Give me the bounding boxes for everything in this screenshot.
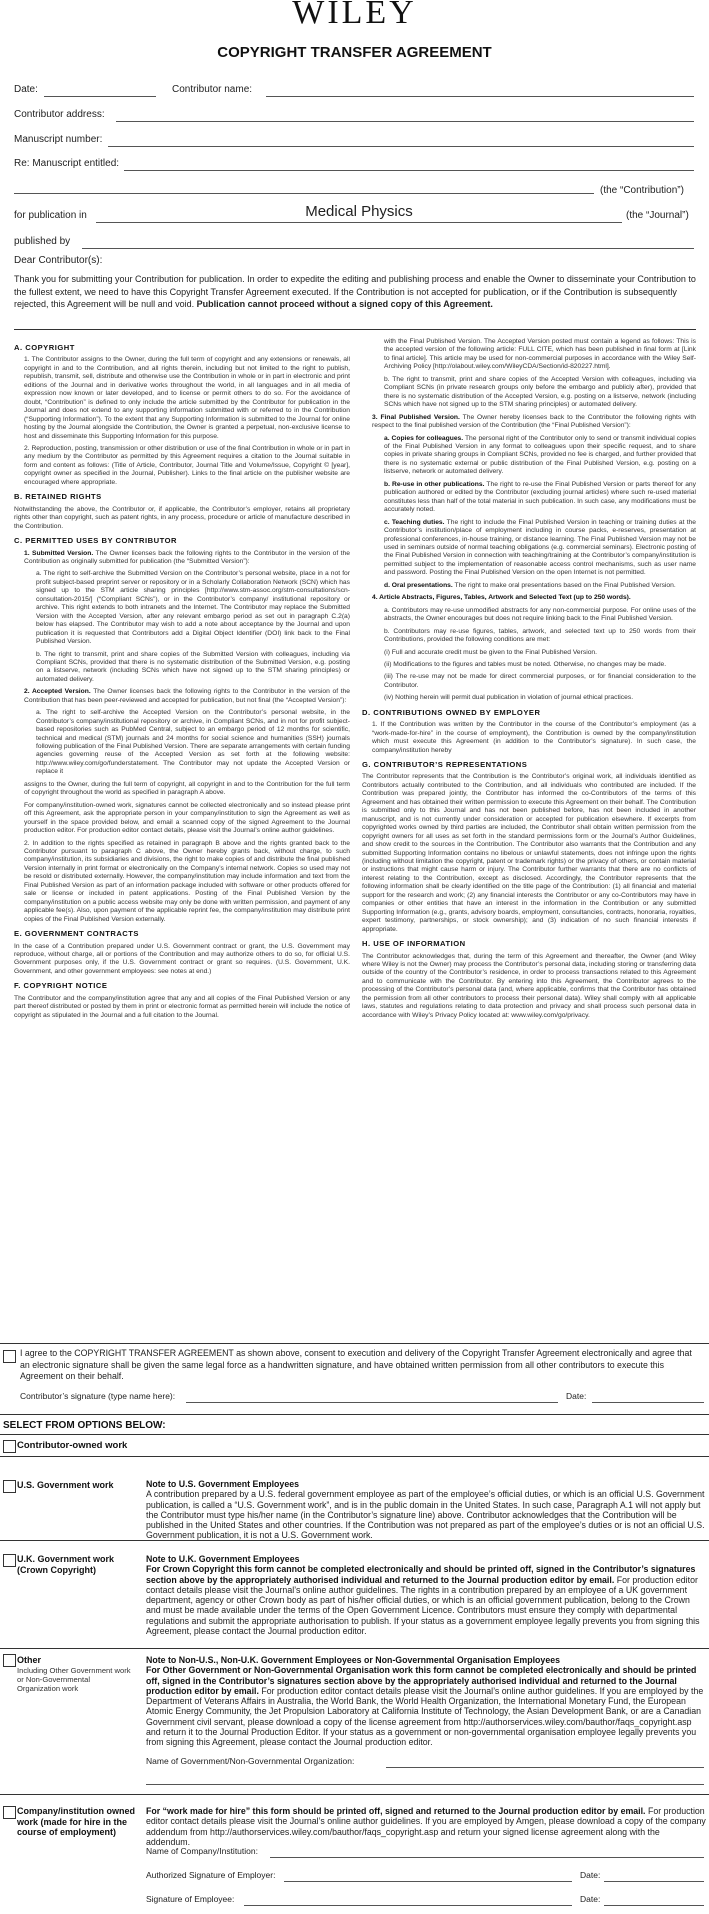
c3d-text: The right to make oral presentations based on the Final Published Version. [454, 581, 676, 589]
employee-signature-field[interactable] [244, 1905, 572, 1906]
company-name-field[interactable] [270, 1857, 704, 1858]
uk-government-label: U.K. Government work (Crown Copyright) [17, 1554, 115, 1575]
other-note-title: Note to Non-U.S., Non-U.K. Government Employees or Non-Governmental Organisation Employees [146, 1655, 560, 1665]
uk-note-bold: For Crown Copyright this form cannot be completed electronically and should be printed off, signed in the Contributor’s signatures section above by the appropriately authorised individual and returned to the Journal production editor by email. [146, 1564, 696, 1585]
section-c3 [372, 414, 696, 431]
section-c3b [384, 481, 696, 515]
section-c4b-iv: (iv) Nothing herein will permit dual publication in violation of journal ethical practices. [384, 694, 634, 702]
uk-government-note [146, 1554, 706, 1636]
salutation: Dear Contributor(s): [14, 255, 103, 266]
org-name-label: Name of Government/Non-Governmental Organization: [146, 1756, 355, 1766]
signature-label: Contributor’s signature (type name here): [20, 1391, 176, 1401]
section-d-title: D. CONTRIBUTIONS OWNED BY EMPLOYER [362, 707, 541, 717]
org-name-field[interactable] [386, 1767, 704, 1768]
contributor-name-label: Contributor name: [172, 84, 253, 95]
other-note-bold: For Other Government or Non-Governmental Organisation work this form cannot be completed electronically and should be printed off, signed in the Contributor’s signatures section above by the appropriately authorised individual and returned to the Journal production editor by email. [146, 1665, 697, 1696]
c1-head: 1. Submitted Version. [24, 549, 94, 557]
contributor-address-field[interactable] [116, 121, 694, 122]
uk-note-title: Note to U.K. Government Employees [146, 1554, 300, 1564]
date-field[interactable] [44, 96, 156, 97]
signature-date-label: Date: [566, 1391, 587, 1401]
us-note-title: Note to U.S. Government Employees [146, 1479, 300, 1489]
org-name-field-2[interactable] [146, 1784, 704, 1785]
c3b-text: The right to re-use the Final Published Version or parts thereof for any publication authored or edited by the Contributor (excluding journal articles) where such re-used material constitutes less than half of the total material in such publication. In such case, any modifications must be accurately noted. [384, 480, 696, 514]
published-by-field[interactable] [82, 248, 694, 249]
journal-name: Medical Physics [305, 203, 413, 220]
section-c3c [384, 519, 696, 578]
page-title: COPYRIGHT TRANSFER AGREEMENT [217, 44, 492, 61]
c3c-head: c. Teaching duties. [384, 518, 445, 526]
date-label: Date: [14, 84, 38, 95]
intro-text: Thank you for submitting your Contribution for publication. In order to expedite the editing and publishing process and enable the Owner to disseminate your Contribution to the fullest extent, we need to have this Copyright Transfer Agreement executed. If the Contribution is not accepted for publication, or if the Contribution is subsequently rejected, this Agreement will be null and void. [14, 274, 696, 309]
us-government-note [146, 1479, 706, 1541]
manuscript-number-label: Manuscript number: [14, 134, 103, 145]
section-c2a: a. The right to self-archive the Accepted Version on the Contributor’s personal website, in the Contributor’s company/institutional repository or archive, in Compliant SCNs, and in not for profit subject-based repositories such as PubMed Central, subject to an embargo period of 12 months for scientific, technical and medical (STM) journals and 24 months for social science and humanities (SSH) journals following publication of the Final Published Version. There are separate arrangements with certain funding agencies governing reuse of the Accepted Version as set forth at the following website: http://www.wiley.com/go/funderstatement. The Contributor may not update the Accepted Version or replace it [36, 709, 350, 776]
contributor-owned-checkbox[interactable] [3, 1440, 16, 1453]
other-label-sub: Including Other Government work or Non-Governmental Organization work [17, 1665, 131, 1693]
section-c4b-iii: (iii) The re-use may not be made for direct commercial purposes, or for financial consideration to the Contributor. [384, 673, 696, 689]
section-e-title: E. GOVERNMENT CONTRACTS [14, 929, 139, 939]
manuscript-title-label: Re: Manuscript entitled: [14, 158, 120, 169]
employee-date-label: Date: [580, 1894, 601, 1904]
section-c1a: a. The right to self-archive the Submitted Version on the Contributor’s personal website, place in a not for profit subject-based preprint server or repository or in a Scholarly Collaboration Network (SCN) which has signed up to the STM article sharing principles [http://www.stm-assoc.org/stm-consultations/scn-consultation-2015/] (“Compliant SCNs”), or in the Contributor’s company/ institutional repository or archive. This right extends to both intranets and the Internet. The Contributor may replace the Submitted Version with the Accepted Version, after any relevant embargo period as set out in paragraph C.2(a) below has elapsed. The Contributor may wish to add a note about acceptance by the Journal and upon publication it is requested that Contributors add a Digital Object Identifier (DOI) link back to the Final Published Version. [36, 570, 350, 646]
section-a1: 1. The Contributor assigns to the Owner, during the full term of copyright and any extensions or renewals, all copyright in and to the Contribution, and all rights therein, including but not limited to the right to publish, republish, transmit, sell, distribute and otherwise use the Contribution in whole or in part in electronic and print editions of the Journal and in derivative works throughout the world, in all languages and in all media of expression now known or later developed, and to license or permit others to do so. For the avoidance of doubt, “Contribution” is defined to only include the article submitted by the Contributor for publication in the Journal and does not extend to any supporting information submitted with or referred to in the Contribution (“Supporting Information”). To the extent that any Supporting Information is submitted to the Journal for online hosting by the Journal alongside the Contribution, the Owner is granted a perpetual, non-exclusive license to host and disseminate this Supporting Information for this purpose. [24, 356, 350, 440]
section-c2 [24, 688, 350, 705]
divider [0, 1540, 709, 1541]
employer-signature-field[interactable] [284, 1881, 572, 1882]
section-c-title: C. PERMITTED USES BY CONTRIBUTOR [14, 536, 177, 546]
company-owned-checkbox[interactable] [3, 1806, 16, 1819]
uk-government-checkbox[interactable] [3, 1554, 16, 1567]
us-note-text: A contribution prepared by a U.S. federal government employee as part of the employee’s official duties, or which is an official U.S. Government publication, is called a “U.S. Government work”, and is in the public domain in the United States. In such case, Paragraph A.1 will not apply but the Contributor must type his/her name (in the Contributor’s signature line) above. Contributor acknowledges that the Contribution will be published in the United States and other countries. If the Contribution was not prepared as part of the employee’s duties or is not an official U.S. Government publication, it is not a U.S. Government work. [146, 1489, 705, 1541]
other-note-text: For production editor contact details please visit the Journal’s online author guidelines. If you are employed by the Department of Veterans Affairs in Australia, the World Bank, the World Health Organization, the International Monetary Fund, the European Atomic Energy Community, the Jet Propulsion Laboratory at California Institute of Technology, the Asian Development Bank, or are a Canadian Government civil servant, please download a copy of the license agreement from http://authorservices.wiley.com/bauthor/faqs_copyright.asp and return it to the Journal Production Editor. If your status as a government or non-governmental organisation employee legally prevents you from signing this Agreement, please contact the Journal production editor. [146, 1685, 704, 1748]
section-c2a-cont: with the Final Published Version. The Accepted Version posted must contain a legend as follows: This is the accepted version of the following article: FULL CITE, which has been published in final form at [Link to final article]. This article may be used for non-commercial purposes in accordance with the Wiley Self-Archiving Policy [http://olabout.wiley.com/WileyCDA/Section/id-820227.html]. [384, 338, 696, 371]
contributor-address-label: Contributor address: [14, 109, 105, 120]
section-c4b-ii: (ii) Modifications to the figures and tables must be noted. Otherwise, no changes may be made. [384, 660, 667, 668]
contribution-suffix: (the “Contribution”) [600, 185, 684, 196]
company-owned-note [146, 1806, 706, 1847]
intro-bold: Publication cannot proceed without a signed copy of this Agreement. [196, 299, 493, 309]
section-g: The Contributor represents that the Contribution is the Contributor’s original work, all individuals identified as Contributors actually contributed to the Contribution, and all individuals who contributed are included. If the Contribution was prepared jointly, the Contributor has informed the co-Contributors of the terms of this Agreement and has obtained their written permission to execute this Agreement on their behalf. The Contribution is submitted only to this Journal and has not been published before, has not been included in another manuscript, and is not currently under consideration or accepted for publication elsewhere. If excerpts from copyrighted works owned by third parties are included, the Contributor shall obtain written permission from the copyright owners for all uses as set forth in the standard permissions form or the Journal’s Author Guidelines, and show credit to the sources in the Contribution. The Contributor also warrants that the Contribution and any submitted Supporting Information contains no libelous or unlawful statements, does not infringe upon the rights (including without limitation the copyright, patent or trademark rights) or the privacy of others, or contain material or instructions that might cause harm or injury. The Contributor further warrants that there are no conflicts of interest relating to the Contribution, except as disclosed. Accordingly, the Contributor represents that the following information shall be clearly identified on the title page of the Contribution: (1) all financial and material support for the research and work; (2) any financial interests the Contributor or any co-Contributors may have in companies or other entities that have an interest in the information in the Contribution or any submitted Supporting Information (e.g., grants, advisory boards, employment, consultancies, contracts, honoraria, royalties, expert testimony, partnerships, or stock ownership); and (3) indication of no such financial interests if appropriate. [362, 773, 696, 933]
c2-text: The Owner licenses back the following rights to the Contributor in the version of the Contribution that has been peer-reviewed and accepted for publication, but not final (the “Accepted Version”): [24, 688, 350, 704]
us-government-label: U.S. Government work [17, 1480, 114, 1490]
manuscript-title-field-2[interactable] [14, 193, 594, 194]
section-b-title: B. RETAINED RIGHTS [14, 492, 102, 502]
consent-text: I agree to the COPYRIGHT TRANSFER AGREEMENT as shown above, consent to execution and delivery of the Copyright Transfer Agreement electronically and agree that an electronic signature shall be given the same legal force as a handwritten signature, and have obtained written permission from all other contributors to execute this Agreement on their behalf. [20, 1348, 692, 1381]
section-b: Notwithstanding the above, the Contributor or, if applicable, the Contributor’s employer, retains all proprietary rights other than copyright, such as patent rights, in any process, procedure or article of manufacture described in the Contribution. [14, 505, 350, 530]
c3c-text: The right to include the Final Published Version in teaching or training duties at the Contributor’s institution/place of employment including in course packs, e-reserves, presentation at professional conferences, in-house training, or distance learning. The Final Published Version may not be used in seminars outside of normal teaching obligations (e.g. commercial seminars). Electronic posting of the Final Published Version in connection with teaching/training at the Contributor’s company/institution is permitted subject to the implementation of reasonable access control mechanisms, such as user name and password. Posting the Final Published Version on the open Internet is not permitted. [384, 518, 696, 577]
section-h: The Contributor acknowledges that, during the term of this Agreement and thereafter, the Owner (and Wiley where Wiley is not the Owner) may process the Contributor’s personal data, including storing or transferring data outside of the country of the Contributor’s residence, in order to process transactions related to this Agreement and to communicate with the Contributor. By entering into this Agreement, the Contributor agrees to the processing of the Contributor’s personal data (and, where applicable, confirms that the Contributor has obtained the permission from all other contributors to process their personal data). Wiley shall comply with all applicable laws, statutes and regulations relating to data protection and privacy and shall process such personal data in accordance with Wiley’s Privacy Policy located at: www.wiley.com/go/privacy. [362, 952, 696, 1019]
c2-head: 2. Accepted Version. [24, 688, 91, 696]
uk-note-text: For production editor contact details please visit the Journal’s online author guidelines. The rights in a contribution prepared by an employee of a UK government department, agency or other Crown body as part of his/her official duties, or which is an official government publication, belong to the Crown and must be made available under the terms of the Open Government Licence. Contributors must ensure they comply with departmental regulations and submit the appropriate authorisation to publish. If your status as a government employee legally prevents you from signing this Agreement, please contact the Journal production editor. [146, 1574, 700, 1637]
company-note-bold: For “work made for hire” this form should be printed off, signed and returned to the Journal production editor by email. [146, 1806, 646, 1816]
divider [14, 329, 696, 330]
divider [0, 1434, 709, 1435]
us-government-checkbox[interactable] [3, 1480, 16, 1493]
section-h-title: H. USE OF INFORMATION [362, 939, 466, 949]
options-title: SELECT FROM OPTIONS BELOW: [3, 1420, 166, 1431]
c4-head: 4. Article Abstracts, Figures, Tables, Artwork and Selected Text (up to 250 words). [372, 594, 631, 602]
section-f: The Contributor and the company/institution agree that any and all copies of the Final Published Version or any part thereof distributed or posted by them in print or electronic format as permitted herein will include the notice of copyright as stipulated in the Journal and a full citation to the Journal. [14, 994, 350, 1019]
c1-text: The Owner licenses back the following rights to the Contributor in the version of the Contribution as originally submitted for publication (the “Submitted Version”): [24, 549, 350, 565]
manuscript-title-field-1[interactable] [124, 170, 694, 171]
section-c4a: a. Contributors may re-use unmodified abstracts for any non-commercial purpose. For online uses of the abstracts, the Owner encourages but does not require linking back to the Final Published Version. [384, 606, 696, 623]
signature-field[interactable] [186, 1402, 558, 1403]
section-a2: 2. Reproduction, posting, transmission or other distribution or use of the final Contribution in whole or in part in any medium by the Contributor as permitted by this Agreement requires a citation to the Journal suitable in form and content as follows: (Title of Article, Contributor, Journal Title and Volume/Issue, Copyright © [year], copyright owner as specified in the Journal, Publisher). Links to the final article on the publisher website are encouraged where appropriate. [24, 444, 350, 486]
section-d2: 2. In addition to the rights specified as retained in paragraph B above and the rights granted back to the Contributor pursuant to paragraph C above, the Owner hereby grants back, without charge, to such company/institution, its subsidiaries and divisions, the right to make copies of and distribute the final published Version internally in print format or electronically on the Company’s internal network. Copies so used may not be resold or distributed externally. However, the company/institution may include information and text from the Final Published Version as part of an information package included with software or other products offered for sale or license or included in patent applications. Posting of the Final Published Version by the company/institution on a public access website may only be done with written permission, and payment of any applicable fee(s). Also, upon payment of the applicable reprint fee, the company/institution may distribute print copies of the Final Published Version externally. [24, 839, 350, 923]
c3-head: 3. Final Published Version. [372, 413, 460, 421]
right-column [362, 338, 696, 1340]
contributor-owned-label: Contributor-owned work [17, 1440, 128, 1451]
contributor-name-field[interactable] [266, 96, 694, 97]
c3a-head: a. Copies for colleagues. [384, 434, 464, 442]
c3-text: The Owner hereby licenses back to the Contributor the following rights with respect to the final published version of the Contribution (the “Final Published Version”): [372, 413, 696, 430]
employer-date-field[interactable] [604, 1881, 704, 1882]
section-a-title: A. COPYRIGHT [14, 343, 75, 352]
section-e: In the case of a Contribution prepared under U.S. Government contract or grant, the U.S. Government may reproduce, without charge, all or portions of the Contribution and may authorize others to do so, for official U.S. Government purposes only, if the U.S. Government contract or grant so requires. (U.S. Government, U.K. Government, and other government employees: see notes at end.) [14, 942, 350, 975]
section-c1 [24, 550, 350, 567]
publication-label: for publication in [14, 210, 87, 221]
section-c4b: b. Contributors may re-use figures, tables, artwork, and selected text up to 250 words from their Contributions, provided the following conditions are met: [384, 627, 696, 644]
employee-date-field[interactable] [604, 1905, 704, 1906]
other-note [146, 1655, 706, 1748]
left-column [14, 338, 350, 1340]
divider [0, 1456, 709, 1457]
section-f-title: F. COPYRIGHT NOTICE [14, 981, 108, 991]
company-name-label: Name of Company/Institution: [146, 1846, 258, 1856]
section-c3a [384, 435, 696, 477]
employer-date-label: Date: [580, 1870, 601, 1880]
section-c3d [384, 582, 696, 590]
other-label-text: Other [17, 1655, 42, 1665]
section-c4b-i: (i) Full and accurate credit must be given to the Final Published Version. [384, 648, 597, 656]
company-note-text: For production editor contact details please visit the Journal’s online author guidelines. If you are employed by Amgen, please download a copy of the company addendum from http://authorservices.wiley.com/bauthor/faqs_copyright.asp and return your signed license agreement along with the addendum. [146, 1806, 706, 1847]
section-c4 [372, 594, 696, 602]
employee-signature-label: Signature of Employee: [146, 1894, 235, 1904]
section-d1: 1. If the Contribution was written by the Contributor in the course of the Contributor’s employment (as a “work-made-for-hire” in the course of employment), the Contribution is owned by the company/institution which must execute this Agreement (in addition to the Contributor’s signature). In such case, the company/institution hereby [372, 721, 696, 754]
divider [0, 1414, 709, 1415]
signature-date-field[interactable] [592, 1402, 704, 1403]
c3b-head: b. Re-use in other publications. [384, 480, 485, 488]
divider [0, 1794, 709, 1795]
wiley-logo: WILEY [292, 0, 417, 31]
section-d-institution: For company/institution-owned work, signatures cannot be collected electronically and so instead please print off this Agreement, ask the appropriate person in your company/institution to sign the Agreement as well as yourself in the space provided below, and email a scanned copy of the signed Agreement to the Journal production editor. For production editor contact details, please visit the Journal’s online author guidelines. [24, 801, 350, 835]
journal-field[interactable] [96, 222, 622, 223]
journal-suffix: (the “Journal”) [626, 210, 689, 221]
employer-signature-label: Authorized Signature of Employer: [146, 1870, 276, 1880]
c3d-head: d. Oral presentations. [384, 581, 453, 589]
other-label [17, 1655, 133, 1693]
manuscript-number-field[interactable] [108, 146, 694, 147]
section-c2b: b. The right to transmit, print and share copies of the Accepted Version with colleagues, including via Compliant SCNs (in private research groups only before the embargo and publicly after), provided that there is no systematic distribution of the Accepted Version, e.g. posting on a listserve, network (including SCNs which have not signed up to the STM sharing principles) or automated delivery. [384, 375, 696, 409]
intro-paragraph [14, 273, 696, 311]
divider [0, 1343, 709, 1344]
consent-checkbox[interactable] [3, 1350, 16, 1363]
other-checkbox[interactable] [3, 1654, 16, 1667]
section-c1b: b. The right to transmit, print and share copies of the Submitted Version with colleagues, including via Compliant SCNs, provided that there is no systematic distribution of the Submitted Version, e.g. posting on a listserve, network (including SCNs which have not signed up to the STM sharing principles) or automated delivery. [36, 650, 350, 683]
section-g-title: G. CONTRIBUTOR’S REPRESENTATIONS [362, 760, 528, 770]
divider [0, 1648, 709, 1649]
section-d-continued: assigns to the Owner, during the full term of copyright, all copyright in and to the Contribution for the full term of copyright throughout the world as specified in paragraph A above. [24, 780, 350, 797]
c3a-text: The personal right of the Contributor only to send or transmit individual copies of the Final Published Version in any format to colleagues upon their specific request, and to share copies in private sharing groups in Compliant SCNs, provided no fee is charged, and further provided that there is no systematic external or public distribution of the Final Published Version, e.g. posting on a listserve, network or automated delivery. [384, 434, 696, 476]
published-by-label: published by [14, 236, 71, 247]
company-owned-label: Company/institution owned work (made for hire in the course of employment) [17, 1806, 135, 1837]
